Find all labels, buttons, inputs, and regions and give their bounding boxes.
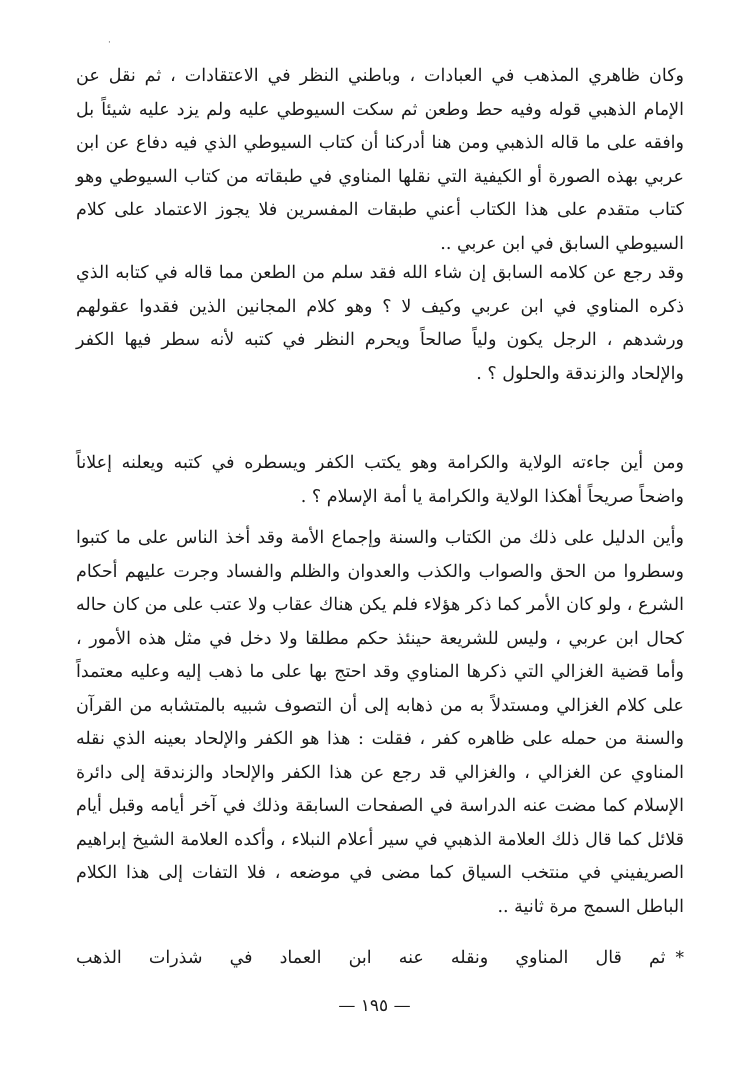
paragraph-3: ومن أين جاءته الولاية والكرامة وهو يكتب الكفر ويسطره في كتبه ويعلنه إعلاناً واضحاً صريحاً أهكذا الولاية والكرامة يا أمة الإسلام ؟ . xyxy=(76,453,684,507)
page-number: — ١٩٥ — xyxy=(338,996,411,1016)
paragraph-1: وكان ظاهري المذهب في العبادات ، وباطني النظر في الاعتقادات ، ثم نقل عن الإمام الذهبي قوله وفيه حط وطعن ثم سكت السيوطي عليه ولم يزد عليه شيئاً بل وافقه على ما قاله الذهبي ومن هنا أدركنا أن كتاب السيوطي الذي فيه دفاع عن ابن عربي بهذه الصورة أو الكيفية التي نقلها المناوي في طبقاته من كتاب السيوطي وهو كتاب متقدم على هذا الكتاب أعني طبقات المفسرين فلا يجوز الاعتماد على كلام السيوطي السابق في ابن عربي .. xyxy=(76,66,684,254)
paragraph-5-text: ثم قال المناوي ونقله عنه ابن العماد في شذرات الذهب xyxy=(76,948,666,968)
scan-speck: · xyxy=(108,38,111,48)
paragraph-4: وأين الدليل على ذلك من الكتاب والسنة وإجماع الأمة وقد أخذ الناس على ما كتبوا وسطروا من الحق والصواب والكذب والعدوان والظلم والفساد وجرت عليهم أحكام الشرع ، ولو كان الأمر كما ذكر هؤلاء فلم يكن هناك عقاب ولا عتب على من كان حاله كحال ابن عربي ، وليس للشريعة حينئذ حكم مطلقا ولا دخل في مثل هذه الأمور ، وأما قضية الغزالي التي ذكرها المناوي وقد احتج بها على ما ذهب إليه وعليه معتمداً على كلام الغزالي ومستدلاً به من ذهابه إلى أن التصوف شبيه بالمتشابه من القرآن والسنة من حمله على ظاهره كفر ، فقلت : هذا هو الكفر والإلحاد بعينه الذي نقله المناوي عن الغزالي ، والغزالي قد رجع عن هذا الكفر والإلحاد والزندقة إلى دائرة الإسلام كما مضت عنه الدراسة في الصفحات السابقة وذلك في آخر أيامه وقبل أيام قلائل كما قال ذلك العلامة الذهبي في سير أعلام النبلاء ، وأكده العلامة الشيخ إبراهيم الصريفيني في منتخب السياق كما مضى في موضعه ، فلا التفات إلى هذا الكلام الباطل السمج مرة ثانية .. xyxy=(76,528,684,917)
paragraph-2: وقد رجع عن كلامه السابق إن شاء الله فقد سلم من الطعن مما قاله في كتابه الذي ذكره المناوي في ابن عربي وكيف لا ؟ وهو كلام المجانين الذين فقدوا عقولهم ورشدهم ، الرجل يكون ولياً صالحاً ويحرم النظر في كتبه لأنه سطر فيها الكفر والإلحاد والزندقة والحلول ؟ . xyxy=(76,263,684,384)
asterisk-marker: * xyxy=(675,948,684,968)
paragraph-5 xyxy=(76,942,684,976)
